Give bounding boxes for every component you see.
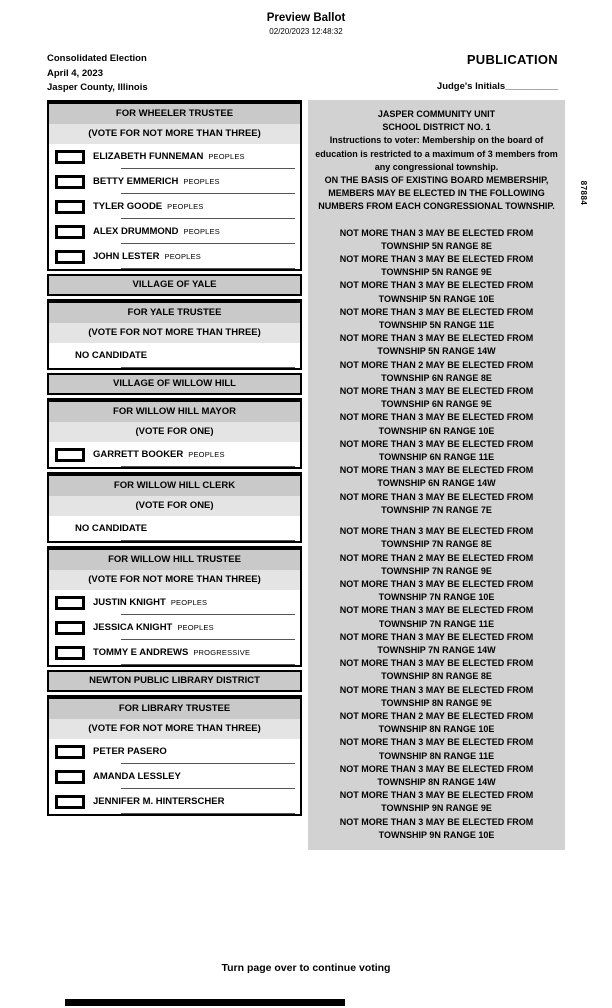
voter-instructions-paragraph: ON THE BASIS OF EXISTING BOARD MEMBERSHIP, MEMBERS MAY BE ELECTED IN THE FOLLOWING NUMBERS FROM EACH CONGRESSIONAL TOWNSHIP.: [318, 175, 555, 212]
township-limit-line2: TOWNSHIP 8N RANGE 8E: [381, 671, 492, 682]
township-limit-entry: [312, 604, 561, 630]
township-limit-line1: NOT MORE THAN 2 MAY BE ELECTED FROM: [339, 359, 534, 370]
candidate-name: JESSICA KNIGHT: [93, 622, 173, 633]
township-limit-entry: [312, 411, 561, 437]
township-limit-line2: TOWNSHIP 7N RANGE 8E: [381, 539, 492, 550]
publication-label: PUBLICATION: [466, 52, 558, 67]
candidate-party: PEOPLES: [167, 202, 204, 211]
contest-box: [47, 398, 302, 469]
candidate-party: PEOPLES: [188, 450, 225, 459]
candidate-name: ELIZABETH FUNNEMAN: [93, 151, 204, 162]
contest-instruction: (VOTE FOR ONE): [49, 422, 300, 442]
township-limit-line1: NOT MORE THAN 3 MAY BE ELECTED FROM: [339, 491, 534, 502]
township-limit-line2: TOWNSHIP 8N RANGE 14W: [377, 776, 496, 787]
township-limit-line1: NOT MORE THAN 3 MAY BE ELECTED FROM: [339, 280, 534, 291]
township-limit-entry: [312, 736, 561, 762]
township-limit-entry: [312, 578, 561, 604]
township-limit-line1: NOT MORE THAN 3 MAY BE ELECTED FROM: [339, 605, 534, 616]
township-limit-entry: [312, 710, 561, 736]
vote-checkbox[interactable]: [55, 646, 85, 660]
township-limit-line1: NOT MORE THAN 3 MAY BE ELECTED FROM: [339, 254, 534, 265]
township-limit-line1: NOT MORE THAN 3 MAY BE ELECTED FROM: [339, 526, 534, 537]
preview-timestamp: 02/20/2023 12:48:32: [269, 27, 343, 36]
vote-checkbox[interactable]: [55, 795, 85, 809]
township-limit-line2: TOWNSHIP 6N RANGE 10E: [378, 425, 495, 436]
township-limit-line1: NOT MORE THAN 3 MAY BE ELECTED FROM: [339, 816, 534, 827]
vote-checkbox[interactable]: [55, 448, 85, 462]
publication-block: [437, 52, 558, 92]
township-limit-line2: TOWNSHIP 5N RANGE 8E: [381, 240, 492, 251]
district-banner-label: VILLAGE OF WILLOW HILL: [113, 378, 236, 389]
contest-box: [47, 695, 302, 816]
vote-checkbox[interactable]: [55, 200, 85, 214]
election-county: Jasper County, Illinois: [47, 82, 148, 93]
no-candidate-row: [49, 516, 300, 541]
candidate-row[interactable]: [49, 194, 300, 219]
ballot-stub-number: 87884: [579, 180, 588, 206]
school-district-title: [312, 108, 561, 134]
candidate-party: PEOPLES: [170, 598, 208, 607]
township-limit-entry: [312, 227, 561, 253]
township-limit-entry: [312, 279, 561, 305]
candidate-row[interactable]: [49, 764, 300, 789]
contest-box: [47, 472, 302, 543]
township-limit-line2: TOWNSHIP 5N RANGE 14W: [377, 346, 496, 357]
election-info: [47, 52, 148, 96]
turn-page-notice: Turn page over to continue voting: [221, 962, 391, 974]
contest-title: FOR WILLOW HILL TRUSTEE: [49, 550, 300, 570]
township-limit-line2: TOWNSHIP 7N RANGE 14W: [377, 644, 496, 655]
district-banner: [47, 274, 302, 296]
candidate-name: TOMMY E ANDREWS: [93, 647, 189, 658]
township-limit-line2: TOWNSHIP 6N RANGE 9E: [381, 399, 492, 410]
township-limit-line1: NOT MORE THAN 3 MAY BE ELECTED FROM: [339, 631, 534, 642]
candidate-name: AMANDA LESSLEY: [93, 771, 181, 782]
candidate-name: JUSTIN KNIGHT: [93, 597, 166, 608]
candidate-name: ALEX DRUMMOND: [93, 226, 179, 237]
no-candidate-row: [49, 343, 300, 368]
voter-instructions: [312, 134, 561, 213]
vote-checkbox[interactable]: [55, 250, 85, 264]
candidate-row[interactable]: [49, 640, 300, 665]
township-limit-entry: [312, 491, 561, 517]
contest-instruction: (VOTE FOR NOT MORE THAN THREE): [49, 570, 300, 590]
township-limit-line2: TOWNSHIP 7N RANGE 9E: [381, 565, 492, 576]
township-limit-line2: TOWNSHIP 8N RANGE 11E: [378, 750, 495, 761]
township-limit-entry: [312, 789, 561, 815]
no-candidate-label: NO CANDIDATE: [75, 523, 148, 534]
township-limit-line1: NOT MORE THAN 3 MAY BE ELECTED FROM: [339, 763, 534, 774]
contest-box: [47, 299, 302, 370]
township-limit-entry: [312, 684, 561, 710]
contest-instruction: (VOTE FOR NOT MORE THAN THREE): [49, 124, 300, 144]
township-limit-entry: [312, 306, 561, 332]
township-limit-entry: [312, 525, 561, 551]
candidate-row[interactable]: [49, 615, 300, 640]
contest-title: FOR YALE TRUSTEE: [49, 303, 300, 323]
vote-checkbox[interactable]: [55, 770, 85, 784]
township-limit-line1: NOT MORE THAN 3 MAY BE ELECTED FROM: [339, 790, 534, 801]
township-limit-entry: [312, 464, 561, 490]
township-limit-entry: [312, 359, 561, 385]
township-limit-line2: TOWNSHIP 6N RANGE 14W: [377, 478, 496, 489]
candidate-row[interactable]: [49, 144, 300, 169]
candidate-name: JOHN LESTER: [93, 251, 160, 262]
candidate-party: PEOPLES: [183, 177, 220, 186]
contest-box: [47, 100, 302, 271]
township-limit-entry: [312, 253, 561, 279]
township-limit-line1: NOT MORE THAN 3 MAY BE ELECTED FROM: [339, 465, 534, 476]
candidate-name: JENNIFER M. HINTERSCHER: [93, 796, 225, 807]
township-limit-line1: NOT MORE THAN 3 MAY BE ELECTED FROM: [339, 684, 534, 695]
contests-column: [47, 100, 302, 819]
candidate-row[interactable]: [49, 169, 300, 194]
district-banner: [47, 373, 302, 395]
vote-checkbox[interactable]: [55, 621, 85, 635]
candidate-row[interactable]: [49, 590, 300, 615]
township-limit-entry: [312, 631, 561, 657]
township-limit-line2: TOWNSHIP 9N RANGE 10E: [378, 829, 495, 840]
township-limit-line2: TOWNSHIP 7N RANGE 7E: [381, 504, 492, 515]
township-limit-line2: TOWNSHIP 5N RANGE 10E: [378, 293, 495, 304]
township-limit-line1: NOT MORE THAN 2 MAY BE ELECTED FROM: [339, 552, 534, 563]
candidate-party: PROGRESSIVE: [193, 648, 251, 657]
contest-box: [47, 546, 302, 667]
township-limit-line2: TOWNSHIP 6N RANGE 11E: [378, 452, 495, 463]
contest-title: FOR LIBRARY TRUSTEE: [49, 699, 300, 719]
township-limit-line1: NOT MORE THAN 3 MAY BE ELECTED FROM: [339, 438, 534, 449]
candidate-party: PEOPLES: [177, 623, 214, 632]
district-banner-label: NEWTON PUBLIC LIBRARY DISTRICT: [89, 675, 260, 686]
vote-checkbox[interactable]: [55, 745, 85, 759]
candidate-name: PETER PASERO: [93, 746, 167, 757]
township-limit-line1: NOT MORE THAN 2 MAY BE ELECTED FROM: [339, 710, 534, 721]
contest-instruction: (VOTE FOR NOT MORE THAN THREE): [49, 323, 300, 343]
page-title: Preview Ballot: [266, 12, 346, 24]
candidate-row[interactable]: [49, 739, 300, 764]
candidate-party: PEOPLES: [208, 152, 245, 161]
township-limit-line1: NOT MORE THAN 3 MAY BE ELECTED FROM: [339, 386, 534, 397]
vote-checkbox[interactable]: [55, 175, 85, 189]
township-limit-line1: NOT MORE THAN 3 MAY BE ELECTED FROM: [339, 333, 534, 344]
candidate-row[interactable]: [49, 219, 300, 244]
candidate-name: BETTY EMMERICH: [93, 176, 179, 187]
district-banner: [47, 670, 302, 692]
candidate-row[interactable]: [49, 244, 300, 269]
contest-instruction: (VOTE FOR ONE): [49, 496, 300, 516]
candidate-row[interactable]: [49, 442, 300, 467]
district-banner-label: VILLAGE OF YALE: [132, 279, 217, 290]
township-limit-entry: [312, 385, 561, 411]
candidate-party: PEOPLES: [164, 252, 201, 261]
township-limit-line2: TOWNSHIP 7N RANGE 11E: [378, 618, 495, 629]
township-limit-entry: [312, 438, 561, 464]
township-limit-entry: [312, 816, 561, 842]
candidate-name: GARRETT BOOKER: [93, 449, 184, 460]
township-limit-line2: TOWNSHIP 8N RANGE 10E: [378, 724, 495, 735]
township-limit-line1: NOT MORE THAN 3 MAY BE ELECTED FROM: [339, 737, 534, 748]
township-limits-list: [312, 227, 561, 842]
bottom-timing-mark: [65, 999, 345, 1006]
school-district-panel: [308, 100, 565, 850]
contest-instruction: (VOTE FOR NOT MORE THAN THREE): [49, 719, 300, 739]
township-limit-entry: [312, 332, 561, 358]
vote-checkbox[interactable]: [55, 596, 85, 610]
contest-title: FOR WHEELER TRUSTEE: [49, 104, 300, 124]
election-date: April 4, 2023: [47, 67, 103, 79]
township-limit-line1: NOT MORE THAN 3 MAY BE ELECTED FROM: [339, 578, 534, 589]
vote-checkbox[interactable]: [55, 225, 85, 239]
preview-header: [0, 12, 612, 36]
township-limit-line2: TOWNSHIP 8N RANGE 9E: [381, 697, 492, 708]
contest-title: FOR WILLOW HILL MAYOR: [49, 402, 300, 422]
township-limit-line2: TOWNSHIP 5N RANGE 11E: [378, 320, 495, 331]
township-limit-line2: TOWNSHIP 7N RANGE 10E: [378, 592, 495, 603]
school-district-title-line2: SCHOOL DISTRICT NO. 1: [382, 122, 491, 133]
voter-instructions-paragraph: Instructions to voter: Membership on the board of education is restricted to a maximum of 3 members from any congressional township.: [315, 135, 558, 172]
candidate-row[interactable]: [49, 789, 300, 814]
township-limit-entry: [312, 763, 561, 789]
township-limit-line1: NOT MORE THAN 3 MAY BE ELECTED FROM: [339, 227, 534, 238]
school-district-title-line1: JASPER COMMUNITY UNIT: [377, 109, 496, 119]
candidate-name: TYLER GOODE: [93, 201, 163, 212]
township-limit-line1: NOT MORE THAN 3 MAY BE ELECTED FROM: [339, 658, 534, 669]
township-limit-line1: NOT MORE THAN 3 MAY BE ELECTED FROM: [339, 306, 534, 317]
township-limit-entry: [312, 552, 561, 578]
township-limit-line1: NOT MORE THAN 3 MAY BE ELECTED FROM: [339, 412, 534, 423]
candidate-party: PEOPLES: [183, 227, 220, 236]
judges-initials-line: Judge's Initials__________: [436, 81, 558, 92]
contest-title: FOR WILLOW HILL CLERK: [49, 476, 300, 496]
township-limit-line2: TOWNSHIP 5N RANGE 9E: [381, 267, 492, 278]
vote-checkbox[interactable]: [55, 150, 85, 164]
no-candidate-label: NO CANDIDATE: [75, 350, 148, 361]
township-limit-line2: TOWNSHIP 9N RANGE 9E: [381, 803, 492, 814]
election-name: Consolidated Election: [47, 53, 147, 64]
township-limit-entry: [312, 657, 561, 683]
township-limit-line2: TOWNSHIP 6N RANGE 8E: [381, 372, 492, 383]
